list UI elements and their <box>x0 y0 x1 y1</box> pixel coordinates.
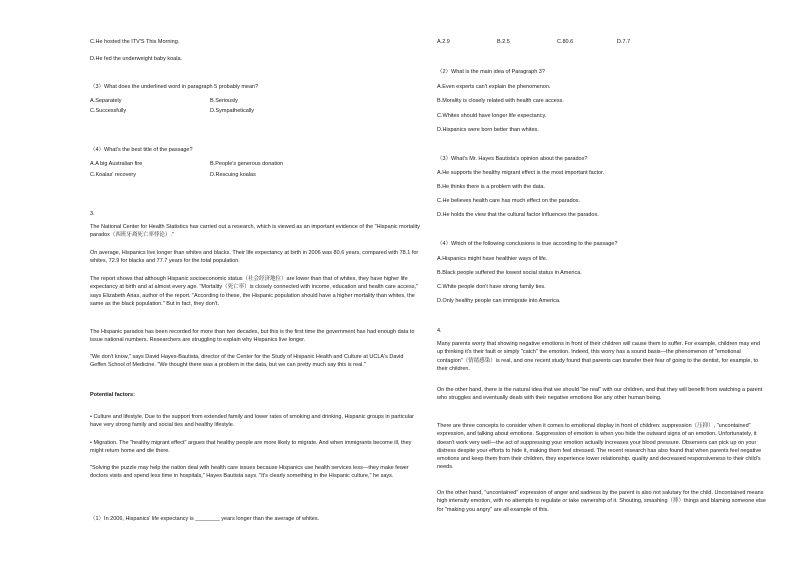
q2-option-d: D.Hispanics were born better than whites. <box>437 127 539 133</box>
passage-number: 3. <box>90 211 95 217</box>
q1-option-c: C.80.6 <box>557 39 574 45</box>
q3-option-d: D.Sympathetically <box>210 108 255 114</box>
q1-option-b: B.2.5 <box>497 39 510 45</box>
q1-option-d: D.He fed the underweight baby koala. <box>90 56 183 62</box>
q2-option-a: A.Even experts can't explain the phenomenon. <box>437 84 551 90</box>
q1-option-a: A.2.9 <box>437 39 450 45</box>
paragraph: "We don't know," says David Hayes-Bautista, director of the Center for the Study of Hispanic Health and Culture at UCLA's David Geffen School of Medicine. "We thought there was a problem in the data, but we can pretty much say this is real." <box>90 354 404 369</box>
paragraph: On the other hand, there is the natural idea that we should "be real" with our children, and that they will benefit from watching a parent who struggles and eventually deals with their negative emotions like any other human being. <box>437 387 763 402</box>
passage-number: 4. <box>437 328 442 334</box>
q2-option-c: C.Whites should have longer life expectancy. <box>437 113 547 119</box>
q4-option-b: B.People's generous donation <box>210 161 284 167</box>
q4-option-a: A.Hispanics might have healthier ways of life. <box>437 256 548 262</box>
q4-option-c: C.White people don't have strong family ties. <box>437 284 546 290</box>
q3-option-a: A.He supports the healthy migrant effect is the most important factor. <box>437 170 605 176</box>
paragraph: "Solving the puzzle may help the nation deal with health care issues because Hispanics use health services less—they make fewer doctors visits and spend less time in hospitals," Hayes Bautista says. "It's clearly something in the Hispanic culture," he says. <box>90 465 409 480</box>
paragraph: Many parents worry that showing negative emotions in front of their children will cause them to suffer. For example, children may end up thinking it's their fault or simply "catch" the emotion. Indeed, this worry has a sound basis—the phenomenon of "emotional contagion"（情绪感染）is real, and one recent study found that parents can transfer their fear of going to the dentist, for example, to their children. <box>437 341 761 372</box>
factor-item: • Culture and lifestyle. Due to the support from extended family and lower rates of smoking and drinking, Hispanic groups in particular have very strong family and social ties and healthy lifestyle. <box>90 414 414 429</box>
q3-option-c: C.Successfully <box>90 108 127 114</box>
q3-option-a: A.Separately <box>90 98 122 104</box>
q4-option-c: C.Koalas' recovery <box>90 172 136 178</box>
q3-option-c: C.He believes health care has much effect on the paradox. <box>437 198 580 204</box>
factor-item: • Migration. The "healthy migrant effect" argues that healthy people are more likely to migrate. And when immigrants become ill, they might return home and die there. <box>90 440 412 455</box>
paragraph: The Hispanic paradox has been recorded for more than two decades, but this is the first time the government has had enough data to issue national numbers. Researchers are struggling to explain why Hispanics live longer. <box>90 329 415 344</box>
paragraph: The report shows that although Hispanic socioeconomic status（社会经济地位）are lower than that of whites, they have higher life expectancy at birth and at almost every age. "Mortality（死亡率）is closely connected with income, education and health care access," says Elizabeth Arias, author of the report. "According to these, the Hispanic population should have a higher mortality than whites, the same as the black population." But in fact, they don't. <box>90 276 418 307</box>
q1-stem: （1）In 2006, Hispanics' life expectancy is ________ years longer than the average of whites. <box>90 516 320 522</box>
q4-option-d: D.Rescuing koalas <box>210 172 256 178</box>
paragraph: On the other hand, "uncontained" expression of anger and sadness by the parent is also not salutary for the child. Uncontained means high intensity emotion, with no attempts to regulate or take ownership of it. Shouting, smashing（摔）things and blaming someone else for "making you angry" are all example of this. <box>437 490 766 513</box>
q4-option-d: D.Only healthy people can immigrate into America. <box>437 298 561 304</box>
potential-factors-heading: Potential factors: <box>90 392 135 398</box>
q3-stem: （3）What's Mr. Hayes Bautista's opinion about the paradox? <box>437 156 588 162</box>
q3-option-b: B.He thinks there is a problem with the data. <box>437 184 545 190</box>
q4-stem: （4）What's the best title of the passage? <box>90 147 193 153</box>
q4-stem: （4）Which of the following conclusions is true according to the passage? <box>437 241 618 247</box>
q2-option-b: B.Morality is closely related with health care access. <box>437 98 564 104</box>
paragraph: There are three concepts to consider when it comes to emotional display in front of children: suppression（压抑）, "uncontained" expression, and talking about emotions. Suppression of emotion is when you hide the outward signs of an emotion. Unfortunately, it doesn't work very well—the act of suppressing your emotion actually increases your blood pressure. Observers can pick up on your distress despite your efforts to hide it, making them feel stressed. The recent research has also found that when parents feel negative emotions and keep them from their children, they experience lower relationship. quality and decreased responsiveness to their child's needs. <box>437 423 762 471</box>
paragraph: On average, Hispanics live longer than whites and blacks. Their life expectancy at birth in 2006 was 80.6 years, compared with 78.1 for whites, 72.9 for blacks and 77.7 years for the total population. <box>90 250 419 265</box>
q2-stem: （2）What is the main idea of Paragraph 3? <box>437 69 545 75</box>
paragraph: The National Center for Health Statistics has carried out a research, which is viewed as an important evidence of the "Hispanic mortality paradox（西班牙裔死亡率悖论）." <box>90 224 420 239</box>
q3-option-d: D.He holds the view that the cultural factor influences the paradox. <box>437 212 599 218</box>
q3-option-b: B.Seriously <box>210 98 238 104</box>
q1-option-d: D.7.7 <box>617 39 631 45</box>
q3-stem: （3）What does the underlined word in paragraph 5 probably mean? <box>90 84 259 90</box>
q4-option-a: A.A big Australian fire <box>90 161 143 167</box>
q1-option-c: C.He hosted the ITV'S This Morning. <box>90 39 180 45</box>
q4-option-b: B.Black people suffered the lowest social status in America. <box>437 270 582 276</box>
